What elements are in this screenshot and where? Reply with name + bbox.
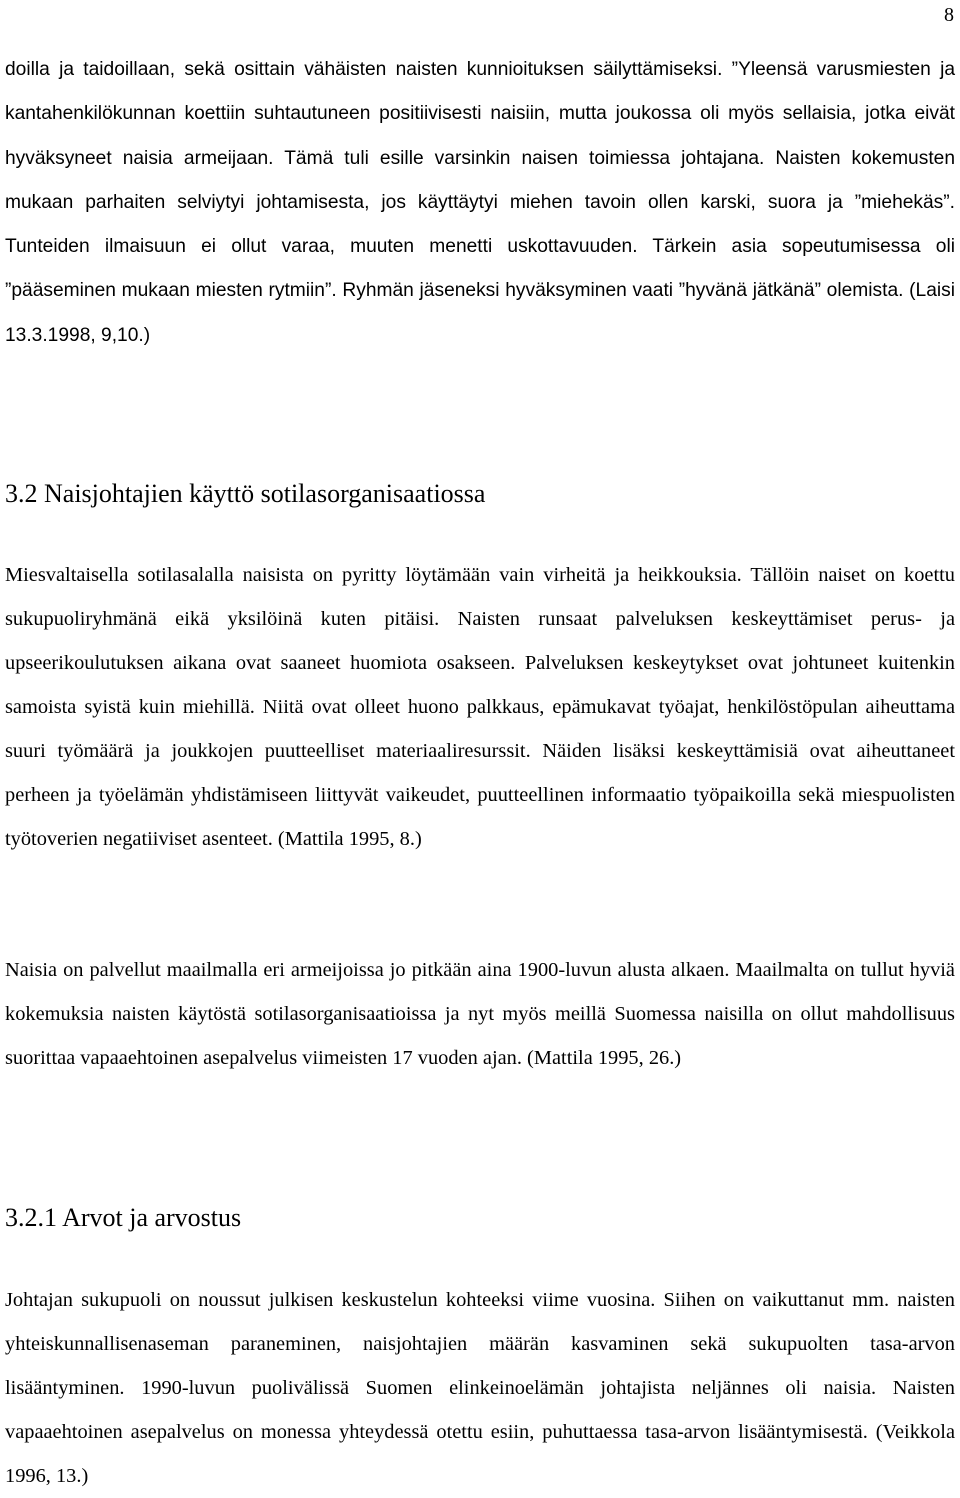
section-heading: 3.2 Naisjohtajien käyttö sotilasorganisaatiossa [5, 479, 486, 508]
paragraph-body: Naisia on palvellut maailmalla eri armeijoissa jo pitkään aina 1900-luvun alusta alkaen. Maailmalta on tullut hyviä kokemuksia naisten käytöstä sotilasorganisaatioissa ja nyt myös meillä Suomessa naisilla on ollut mahdollisuus suorittaa vapaaehtoinen asepalvelus viimeisten 17 vuoden ajan. (Mattila 1995, 26.) [5, 959, 955, 1069]
page-number: 8 [944, 4, 954, 26]
paragraph-continued: doilla ja taidoillaan, sekä osittain vähäisten naisten kunnioituksen säilyttämiseksi. ”Yleensä varusmiesten ja kantahenkilökunnan koettiin suhtautuneen positiivisesti naisiin, mutta joukossa oli myös sellaisia, jotka eivät hyväksyneet naisia armeijaan. Tämä tuli esille varsinkin naisen toimiessa johtajana. Naisten kokemusten mukaan parhaiten selviytyi johtamisesta, jos käyttäytyi miehen tavoin ollen karski, suora ja ”miehekäs”. Tunteiden ilmaisuun ei ollut varaa, muuten menetti uskottavuuden. Tärkein asia sopeutumisessa oli ”pääseminen mukaan miesten rytmiin”. Ryhmän jäseneksi hyväksyminen vaati ”hyvänä jätkänä” olemista. (Laisi 13.3.1998, 9,10.) [5, 59, 955, 346]
paragraph-body: Johtajan sukupuoli on noussut julkisen keskustelun kohteeksi viime vuosina. Siihen on vaikuttanut mm. naisten yhteiskunnallisenaseman paraneminen, naisjohtajien määrän kasvaminen sekä sukupuolten tasa-arvon lisääntyminen. 1990-luvun puolivälissä Suomen elinkeinoelämän johtajista neljännes oli naisia. Naisten vapaaehtoinen asepalvelus on monessa yhteydessä otettu esiin, puhuttaessa tasa-arvon lisääntymisestä. (Veikkola 1996, 13.) [5, 1289, 955, 1487]
paragraph-body: Miesvaltaisella sotilasalalla naisista on pyritty löytämään vain virheitä ja heikkouksia. Tällöin naiset on koettu sukupuoliryhmänä eikä yksilöinä kuten pitäisi. Naisten runsaat palveluksen keskeyttämiset perus- ja upseerikoulutuksen aikana ovat saaneet huomiota osakseen. Palveluksen keskeytykset ovat johtuneet kuitenkin samoista syistä kuin miehillä. Niitä ovat olleet huono palkkaus, epämukavat työajat, henkilöstöpulan aiheuttama suuri työmäärä ja joukkojen puutteelliset materiaaliresurssit. Näiden lisäksi keskeyttämisiä ovat aiheuttaneet perheen ja työelämän yhdistämiseen liittyvät vaikeudet, puutteellinen informaatio työpaikoilla sekä miespuolisten työtoverien negatiiviset asenteet. (Mattila 1995, 8.) [5, 564, 955, 850]
subsection-heading: 3.2.1 Arvot ja arvostus [5, 1203, 242, 1232]
